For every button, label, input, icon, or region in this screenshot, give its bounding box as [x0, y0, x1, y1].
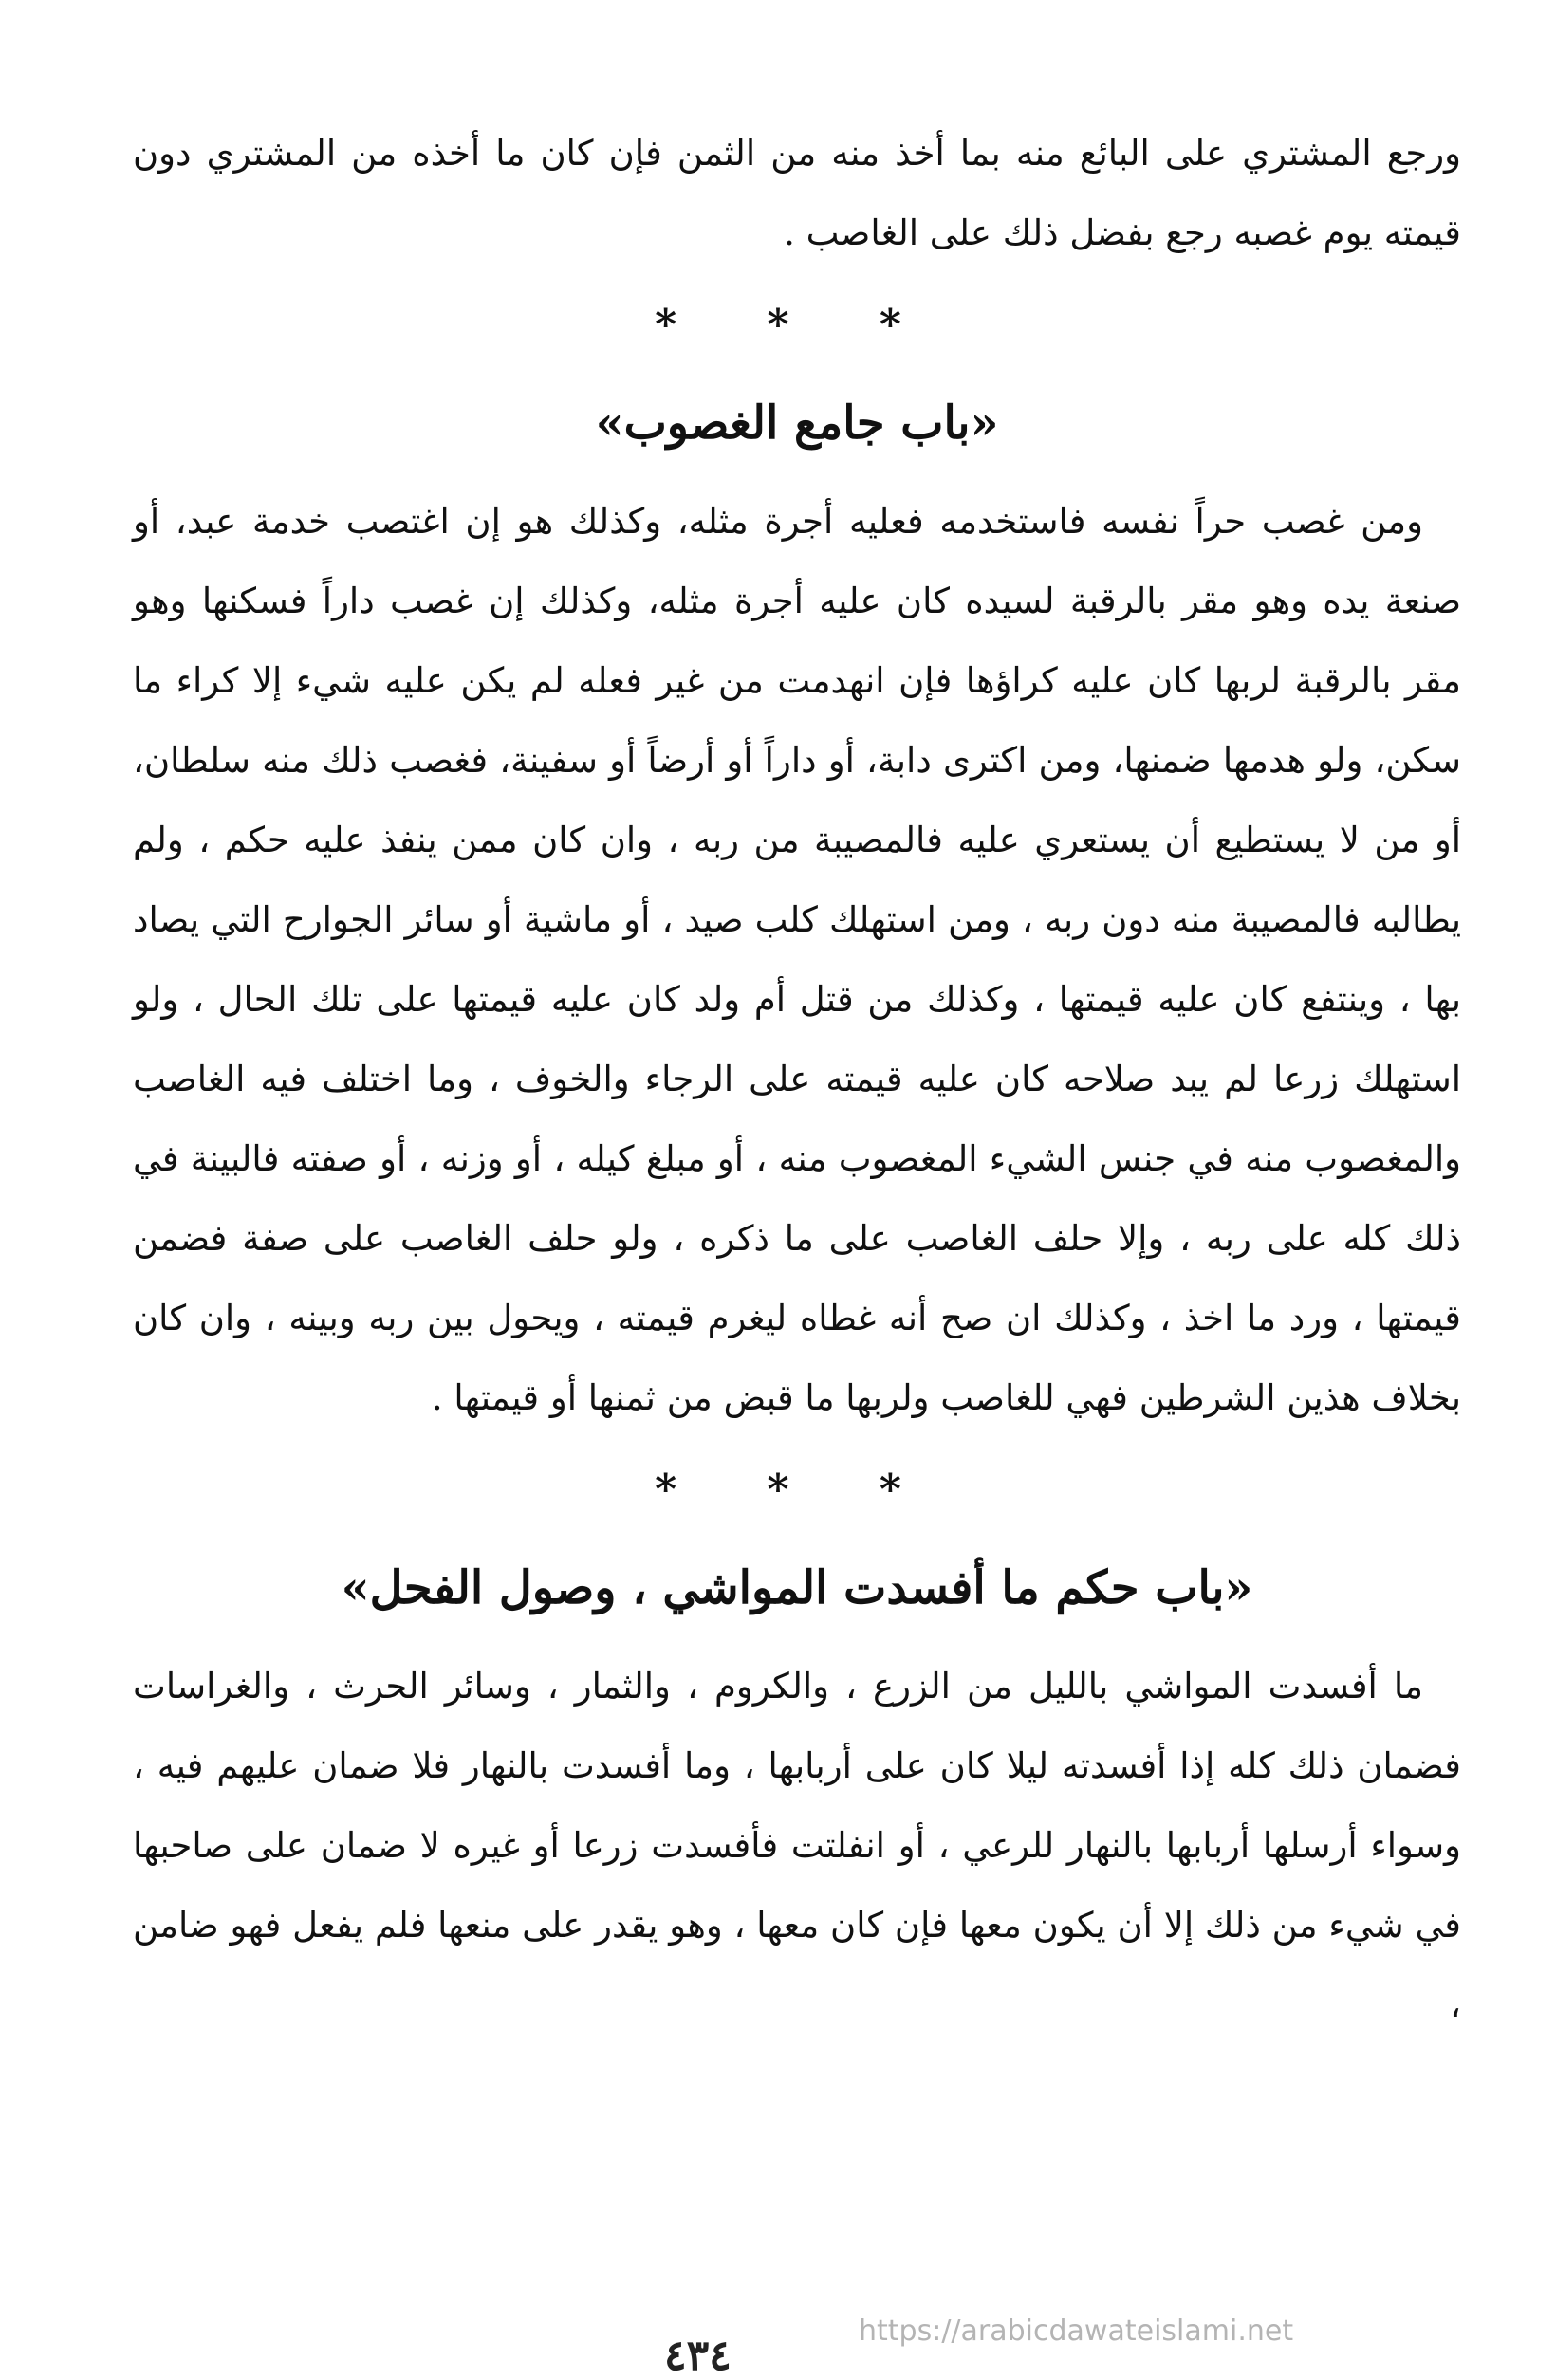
- page-number: ٤٣٤: [664, 2332, 732, 2380]
- section-separator: * * *: [655, 301, 939, 349]
- section-title-general-usurpation: «باب جامع الغصوب»: [595, 397, 999, 450]
- section-paragraph-general-usurpation: ومن غصب حراً نفسه فاستخدمه فعليه أجرة مثله، وكذلك هو إن اغتصب خدمة عبد، أو صنعة يده وهو مقر بالرقبة لسيده كان عليه أجرة مثله، وكذلك إن غصب داراً فسكنها وهو مقر بالرقبة لربها كان عليه كراؤها فإن انهدمت من غير فعله لم يكن عليه شيء إلا كراء ما سكن، ولو هدمها ضمنها، ومن اكترى دابة، أو داراً أو أرضاً أو سفينة، فغصب ذلك منه سلطان، أو من لا يستطيع أن يستعري عليه فالمصيبة من ربه ، وان كان ممن ينفذ عليه حكم ، ولم يطالبه فالمصيبة منه دون ربه ، ومن استهلك كلب صيد ، أو ماشية أو سائر الجوارح التي يصاد بها ، وينتفع كان عليه قيمتها ، وكذلك من قتل أم ولد كان عليه قيمتها على تلك الحال ، ولو استهلك زرعا لم يبد صلاحه كان عليه قيمته على الرجاء والخوف ، وما اختلف فيه الغاصب والمغصوب منه في جنس الشيء المغصوب منه ، أو مبلغ كيله ، أو وزنه ، أو صفته فالبينة في ذلك كله على ربه ، وإلا حلف الغاصب على ما ذكره ، ولو حلف الغاصب على صفة فضمن قيمتها ، ورد ما اخذ ، وكذلك ان صح أنه غطاه ليغرم قيمته ، ويحول بين ربه وبينه ، وان كان بخلاف هذين الشرطين فهي للغاصب ولربها ما قبض من ثمنها أو قيمتها .: [133, 501, 1461, 1418]
- watermark-url: https://arabicdawateislami.net: [859, 2315, 1294, 2348]
- section-separator: * * *: [655, 1466, 939, 1514]
- document-page: [133, 114, 1461, 2045]
- section-title-livestock-damage: «باب حكم ما أفسدت المواشي ، وصول الفحل»: [341, 1561, 1253, 1614]
- intro-paragraph: ورجع المشتري على البائع منه بما أخذ منه من الثمن فإن كان ما أخذه من المشتري دون قيمته يوم غصبه رجع بفضل ذلك على الغاصب .: [133, 133, 1461, 253]
- section-paragraph-livestock-damage: ما أفسدت المواشي بالليل من الزرع ، والكروم ، والثمار ، وسائر الحرث ، والغراسات فضمان ذلك كله إذا أفسدته ليلا كان على أربابها ، وما أفسدت بالنهار فلا ضمان عليهم فيه ، وسواء أرسلها أربابها بالنهار للرعي ، أو انفلتت فأفسدت زرعا أو غيره لا ضمان على صاحبها في شيء من ذلك إلا أن يكون معها فإن كان معها ، وهو يقدر على منعها فلم يفعل فهو ضامن ،: [133, 1666, 1461, 2025]
